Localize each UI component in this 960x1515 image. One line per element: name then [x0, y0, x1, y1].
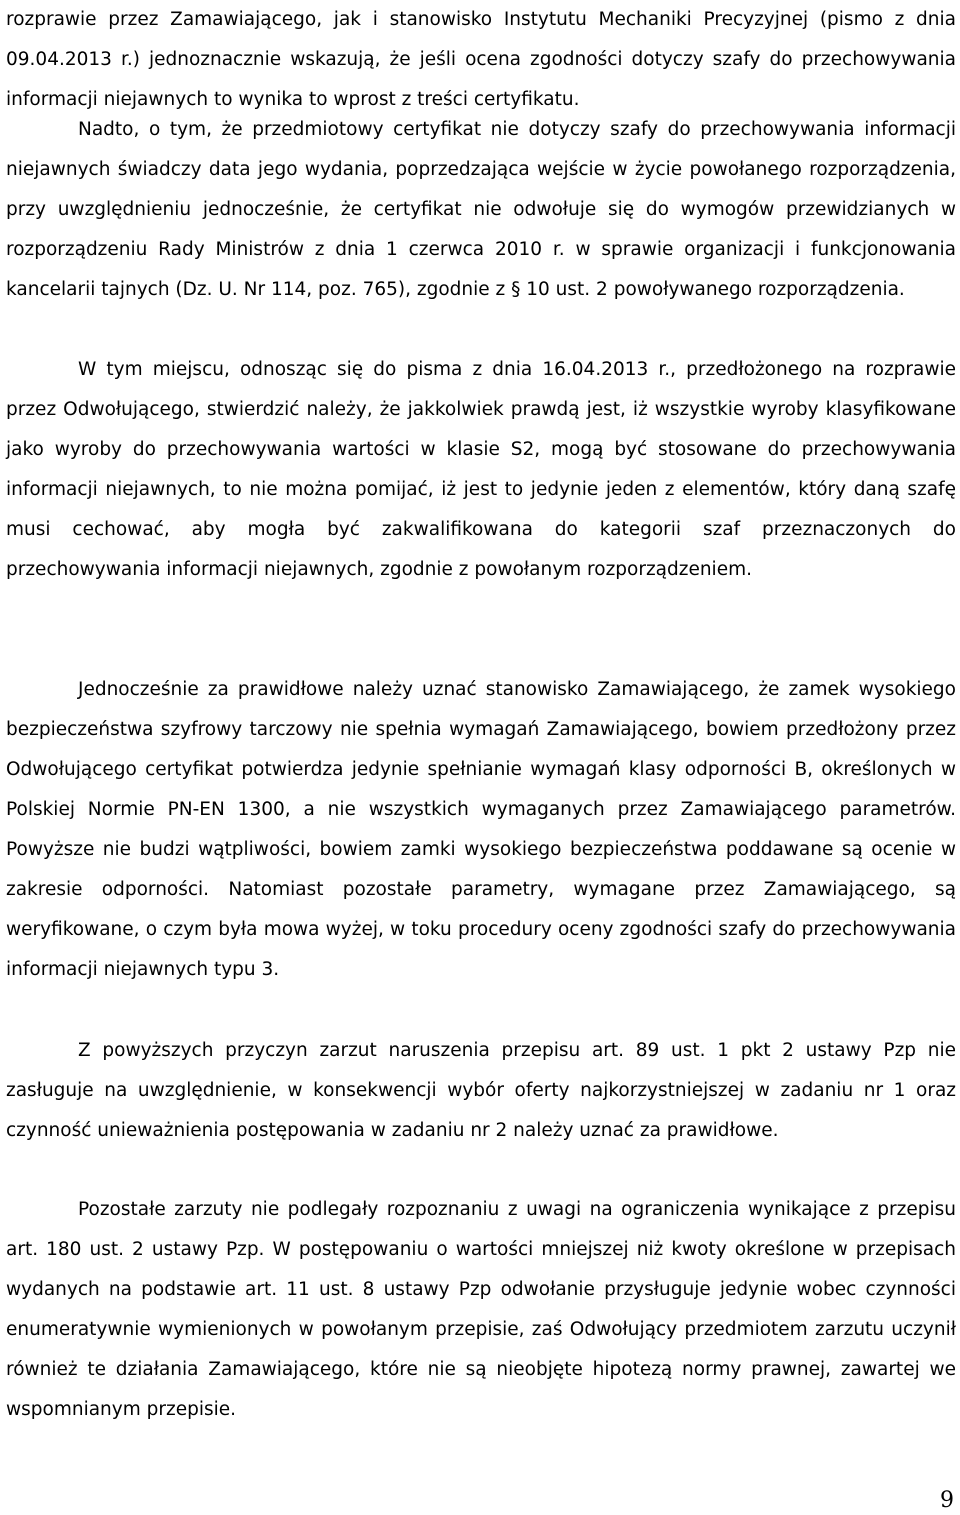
paragraph-lock-requirements: Jednocześnie za prawidłowe należy uznać stanowisko Zamawiającego, że zamek wysokiego bezpieczeństwa szyfrowy tarczowy nie spełnia wymagań Zamawiającego, bowiem przedłożony przez Odwołującego certyfikat potwierdza jedynie spełnianie wymagań klasy odporności B, określonych w Polskiej Normie PN-EN 1300, a nie wszystkich wymaganych przez Zamawiającego parametrów. Powyższe nie budzi wątpliwości, bowiem zamki wysokiego bezpieczeństwa poddawane są ocenie w zakresie odporności. Natomiast pozostałe parametry, wymagane przez Zamawiającego, są weryfikowane, o czym była mowa wyżej, w toku procedury oceny zgodności szafy do przechowywania informacji niejawnych typu 3.: [6, 679, 956, 980]
paragraph-continuation: rozprawie przez Zamawiającego, jak i stanowisko Instytutu Mechaniki Precyzyjnej (pismo z dnia 09.04.2013 r.) jednoznacznie wskazują, że jeśli ocena zgodności dotyczy szafy do przechowywania informacji niejawnych to wynika to wprost z treści certyfikatu.: [6, 9, 956, 110]
page-number: 9: [940, 1488, 954, 1513]
paragraph-certificate-date: Nadto, o tym, że przedmiotowy certyfikat nie dotyczy szafy do przechowywania informacji niejawnych świadczy data jego wydania, poprzedzająca wejście w życie powołanego rozporządzenia, przy uwzględnieniu jednocześnie, że certyfikat nie odwołuje się do wymogów przewidzianych w rozporządzeniu Rady Ministrów z dnia 1 czerwca 2010 r. w sprawie organizacji i funkcjonowania kancelarii tajnych (Dz. U. Nr 114, poz. 765), zgodnie z § 10 ust. 2 powoływanego rozporządzenia.: [6, 119, 956, 300]
paragraph-remaining-charges: Pozostałe zarzuty nie podlegały rozpoznaniu z uwagi na ograniczenia wynikające z przepisu art. 180 ust. 2 ustawy Pzp. W postępowaniu o wartości mniejszej niż kwoty określone w przepisach wydanych na podstawie art. 11 ust. 8 ustawy Pzp odwołanie przysługuje jedynie wobec czynności enumeratywnie wymienionych w powołanym przepisie, zaś Odwołujący przedmiotem zarzutu uczynił również te działania Zamawiającego, które nie są nieobjęte hipotezą normy prawnej, zawartej we wspomnianym przepisie.: [6, 1199, 956, 1420]
paragraph-letter-16-04-2013: W tym miejscu, odnosząc się do pisma z dnia 16.04.2013 r., przedłożonego na rozprawie przez Odwołującego, stwierdzić należy, że jakkolwiek prawdą jest, iż wszystkie wyroby klasyfikowane jako wyroby do przechowywania wartości w klasie S2, mogą być stosowane do przechowywania informacji niejawnych, to nie można pomijać, iż jest to jedynie jeden z elementów, który daną szafę musi cechować, aby mogła być zakwalifikowana do kategorii szaf przeznaczonych do przechowywania informacji niejawnych, zgodnie z powołanym rozporządzeniem.: [6, 359, 956, 580]
paragraph-conclusion: Z powyższych przyczyn zarzut naruszenia przepisu art. 89 ust. 1 pkt 2 ustawy Pzp nie zasługuje na uwzględnienie, w konsekwencji wybór oferty najkorzystniejszej w zadaniu nr 1 oraz czynność unieważnienia postępowania w zadaniu nr 2 należy uznać za prawidłowe.: [6, 1040, 956, 1141]
